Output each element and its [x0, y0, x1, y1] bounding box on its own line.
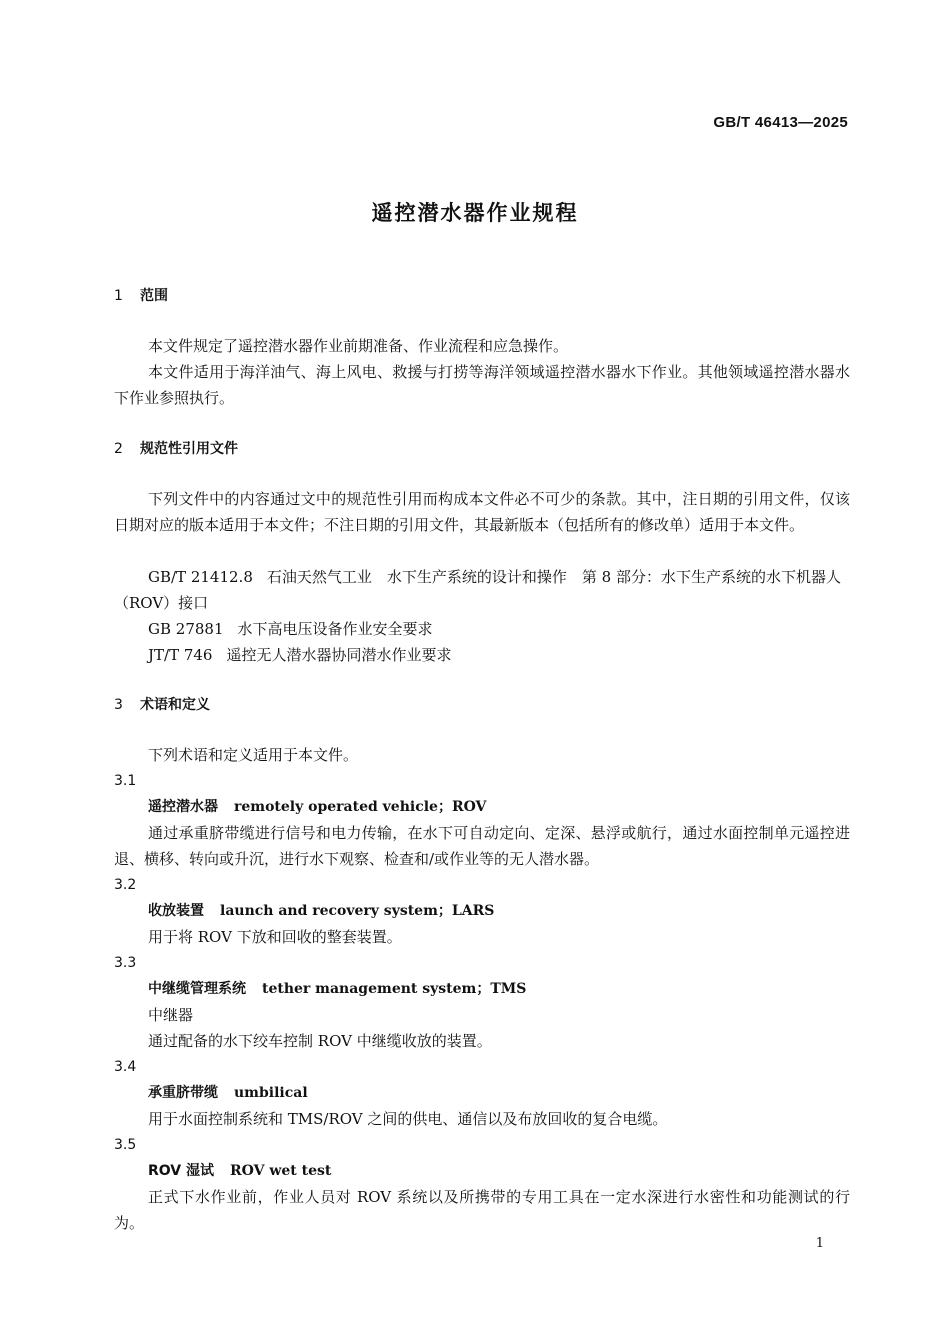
reference-code: JT/T 746 — [148, 646, 213, 664]
term-number: 3.5 — [114, 1137, 137, 1153]
section-2-heading — [114, 436, 238, 462]
term-en: ROV wet test — [230, 1163, 332, 1179]
term-zh: 遥控潜水器 — [148, 799, 218, 815]
section-title: 范围 — [140, 288, 168, 304]
reference-item — [148, 616, 433, 642]
section-title: 规范性引用文件 — [140, 441, 238, 457]
term-en: umbilical — [234, 1085, 308, 1101]
term-heading — [148, 794, 486, 820]
section-number: 2 — [114, 441, 123, 457]
terms-intro: 下列术语和定义适用于本文件。 — [148, 746, 359, 764]
reference-title: 石油天然气工业 水下生产系统的设计和操作 第 8 部分：水下生产系统的水下机器人（ROV）接口 — [114, 568, 841, 612]
term-heading — [148, 1158, 331, 1184]
term-en: launch and recovery system；LARS — [220, 903, 495, 919]
term-definition: 用于水面控制系统和 TMS/ROV 之间的供电、通信以及布放回收的复合电缆。 — [148, 1110, 668, 1128]
reference-code: GB/T 21412.8 — [148, 568, 253, 586]
term-zh: 承重脐带缆 — [148, 1085, 218, 1101]
term-definition: 通过承重脐带缆进行信号和电力传输，在水下可自动定向、定深、悬浮或航行，通过水面控制单元遥控进退、横移、转向或升沉，进行水下观察、检查和/或作业等的无人潜水器。 — [114, 824, 850, 868]
page-number: 1 — [815, 1236, 824, 1251]
term-zh: 收放装置 — [148, 903, 204, 919]
term-number: 3.4 — [114, 1059, 137, 1075]
section-3-heading — [114, 692, 210, 718]
term-number: 3.3 — [114, 955, 137, 971]
reference-title: 遥控无人潜水器协同潜水作业要求 — [226, 646, 452, 664]
term-heading — [148, 1080, 308, 1106]
scope-paragraph-1: 本文件规定了遥控潜水器作业前期准备、作业流程和应急操作。 — [148, 337, 569, 355]
reference-code: GB 27881 — [148, 620, 224, 638]
term-zh: ROV 湿试 — [148, 1163, 215, 1179]
reference-item — [148, 642, 452, 668]
term-en: tether management system；TMS — [262, 981, 527, 997]
standard-code: GB/T 46413—2025 — [713, 114, 848, 131]
references-intro: 下列文件中的内容通过文中的规范性引用而构成本文件必不可少的条款。其中，注日期的引用文件，仅该日期对应的版本适用于本文件；不注日期的引用文件，其最新版本（包括所有的修改单）适用于本文件。 — [114, 490, 850, 534]
term-heading — [148, 976, 526, 1002]
term-en: remotely operated vehicle；ROV — [234, 799, 487, 815]
section-number: 3 — [114, 697, 123, 713]
term-definition: 正式下水作业前，作业人员对 ROV 系统以及所携带的专用工具在一定水深进行水密性和功能测试的行为。 — [114, 1188, 850, 1232]
term-zh: 中继缆管理系统 — [148, 981, 246, 997]
term-heading — [148, 898, 494, 924]
term-definition: 通过配备的水下绞车控制 ROV 中继缆收放的装置。 — [148, 1032, 492, 1050]
document-title: 遥控潜水器作业规程 — [371, 201, 579, 225]
term-alternate: 中继器 — [148, 1006, 194, 1024]
reference-title: 水下高电压设备作业安全要求 — [237, 620, 433, 638]
section-1-heading — [114, 283, 168, 309]
scope-paragraph-2: 本文件适用于海洋油气、海上风电、救援与打捞等海洋领域遥控潜水器水下作业。其他领域遥控潜水器水下作业参照执行。 — [114, 363, 850, 407]
reference-item — [114, 564, 850, 616]
section-title: 术语和定义 — [140, 697, 210, 713]
term-definition: 用于将 ROV 下放和回收的整套装置。 — [148, 928, 402, 946]
term-number: 3.2 — [114, 877, 137, 893]
section-number: 1 — [114, 288, 123, 304]
term-number: 3.1 — [114, 773, 137, 789]
